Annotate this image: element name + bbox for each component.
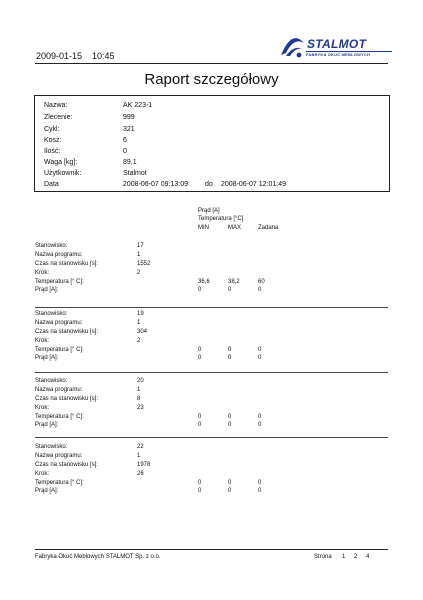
station-value-stanowisko: 17 <box>137 243 144 249</box>
station-label-prad: Prąd [A]: <box>35 488 59 494</box>
station-label-program: Nazwa programu: <box>35 387 83 393</box>
station-label-prad: Prąd [A]: <box>35 355 59 361</box>
station-label-czas: Czas na stanowisku [s]: <box>35 329 99 335</box>
info-label-data: Data <box>44 181 59 188</box>
station-label-temperatura: Temperatura [° C]: <box>35 279 84 285</box>
station-label-krok: Krok: <box>35 471 50 477</box>
logo-subtitle: FABRYKA OKUĆ MEBLOWYCH <box>306 52 371 57</box>
footer-page-number: 4 <box>366 554 370 560</box>
station-label-program: Nazwa programu: <box>35 252 83 258</box>
info-value-uzytkownik: Stalmot <box>123 170 147 177</box>
stalmot-logo-icon <box>278 35 306 59</box>
station-temp-min: 0 <box>198 480 202 486</box>
station-separator <box>35 437 388 438</box>
station-value-krok: 26 <box>137 471 144 477</box>
station-label-czas: Czas na stanowisku [s]: <box>35 396 99 402</box>
station-label-czas: Czas na stanowisku [s]: <box>35 261 99 267</box>
station-value-czas: 304 <box>137 329 148 335</box>
info-value-nazwa: AK 223-1 <box>123 102 153 109</box>
info-label-cykl: Cykl: <box>44 126 60 133</box>
station-label-stanowisko: Stanowisko: <box>35 378 68 384</box>
station-value-program: 1 <box>137 320 141 326</box>
station-temp-max: 0 <box>228 414 232 420</box>
station-value-krok: 2 <box>137 270 141 276</box>
station-label-program: Nazwa programu: <box>35 453 83 459</box>
station-prad-zadana: 0 <box>258 422 262 428</box>
info-box <box>34 95 390 192</box>
station-label-temperatura: Temperatura [° C]: <box>35 480 84 486</box>
info-value-kosz: 6 <box>123 137 127 144</box>
logo-name: STALMOT <box>307 37 367 51</box>
station-temp-zadana: 60 <box>258 279 265 285</box>
station-separator <box>35 372 388 373</box>
info-value-ilosc: 0 <box>123 148 127 155</box>
footer-rule <box>35 549 388 550</box>
station-label-czas: Czas na stanowisku [s]: <box>35 462 99 468</box>
station-temp-max: 38,2 <box>228 279 240 285</box>
station-label-stanowisko: Stanowisko: <box>35 311 68 317</box>
station-label-krok: Krok: <box>35 405 50 411</box>
measure-header-prad: Prąd [A] <box>198 208 220 214</box>
station-prad-max: 0 <box>228 287 232 293</box>
station-value-stanowisko: 19 <box>137 311 144 317</box>
measure-header-max: MAX <box>228 225 242 231</box>
info-value-zlecenie: 999 <box>123 114 135 121</box>
station-label-program: Nazwa programu: <box>35 320 83 326</box>
station-prad-min: 0 <box>198 287 202 293</box>
info-value-cykl: 321 <box>123 126 135 133</box>
station-label-temperatura: Temperatura [° C]: <box>35 347 84 353</box>
station-value-stanowisko: 20 <box>137 378 144 384</box>
station-temp-min: 0 <box>198 347 202 353</box>
station-temp-min: 0 <box>198 414 202 420</box>
station-value-krok: 23 <box>137 405 144 411</box>
station-prad-zadana: 0 <box>258 287 262 293</box>
station-value-czas: 8 <box>137 396 141 402</box>
station-label-prad: Prąd [A]: <box>35 422 59 428</box>
station-temp-zadana: 0 <box>258 347 262 353</box>
stalmot-logo <box>278 33 394 63</box>
station-value-czas: 1552 <box>137 261 151 267</box>
footer-page-label: Strona <box>314 554 332 560</box>
station-label-stanowisko: Stanowisko: <box>35 243 68 249</box>
station-temp-zadana: 0 <box>258 480 262 486</box>
station-prad-zadana: 0 <box>258 488 262 494</box>
header-rule <box>35 63 388 64</box>
station-label-temperatura: Temperatura [° C]: <box>35 414 84 420</box>
station-label-prad: Prąd [A]: <box>35 287 59 293</box>
station-prad-max: 0 <box>228 488 232 494</box>
station-temp-max: 0 <box>228 347 232 353</box>
page-title: Raport szczegółowy <box>144 71 279 88</box>
footer-page-number: 1 <box>342 554 346 560</box>
station-value-krok: 2 <box>137 338 141 344</box>
measure-header-temperatura: Temperatura [°C] <box>198 216 244 222</box>
station-temp-zadana: 0 <box>258 414 262 420</box>
station-prad-max: 0 <box>228 355 232 361</box>
footer-company: Fabryka Okuć Meblowych STALMOT Sp. z o.o. <box>35 554 161 560</box>
info-label-nazwa: Nazwa: <box>44 102 68 109</box>
station-prad-max: 0 <box>228 422 232 428</box>
measure-header-zadana: Zadana <box>258 225 279 231</box>
station-value-czas: 1978 <box>137 462 151 468</box>
station-value-program: 1 <box>137 387 141 393</box>
info-value-data-from: 2008-06-07 09:13:09 <box>123 181 188 188</box>
footer-page-number: 2 <box>354 554 358 560</box>
station-prad-min: 0 <box>198 355 202 361</box>
info-label-uzytkownik: Użytkownik: <box>44 170 82 177</box>
info-value-data-to: 2008-06-07 12:01:49 <box>221 181 286 188</box>
station-prad-min: 0 <box>198 488 202 494</box>
station-temp-max: 0 <box>228 480 232 486</box>
station-value-program: 1 <box>137 453 141 459</box>
station-label-krok: Krok: <box>35 338 50 344</box>
station-label-krok: Krok: <box>35 270 50 276</box>
info-label-zlecenie: Zlecenie: <box>44 114 73 121</box>
station-prad-zadana: 0 <box>258 355 262 361</box>
station-temp-min: 36,6 <box>198 279 210 285</box>
report-date: 2009-01-15 <box>36 51 83 61</box>
measure-header-min: MIN <box>198 225 209 231</box>
info-label-kosz: Kosz: <box>44 137 62 144</box>
info-value-data-sep: do <box>205 181 213 188</box>
station-separator <box>35 307 388 308</box>
station-value-program: 1 <box>137 252 141 258</box>
info-value-waga: 89,1 <box>123 159 137 166</box>
info-label-ilosc: Ilość: <box>44 148 61 155</box>
station-prad-min: 0 <box>198 422 202 428</box>
report-time: 10:45 <box>92 51 115 61</box>
station-label-stanowisko: Stanowisko: <box>35 444 68 450</box>
station-value-stanowisko: 22 <box>137 444 144 450</box>
info-label-waga: Waga [kg]: <box>44 159 78 166</box>
